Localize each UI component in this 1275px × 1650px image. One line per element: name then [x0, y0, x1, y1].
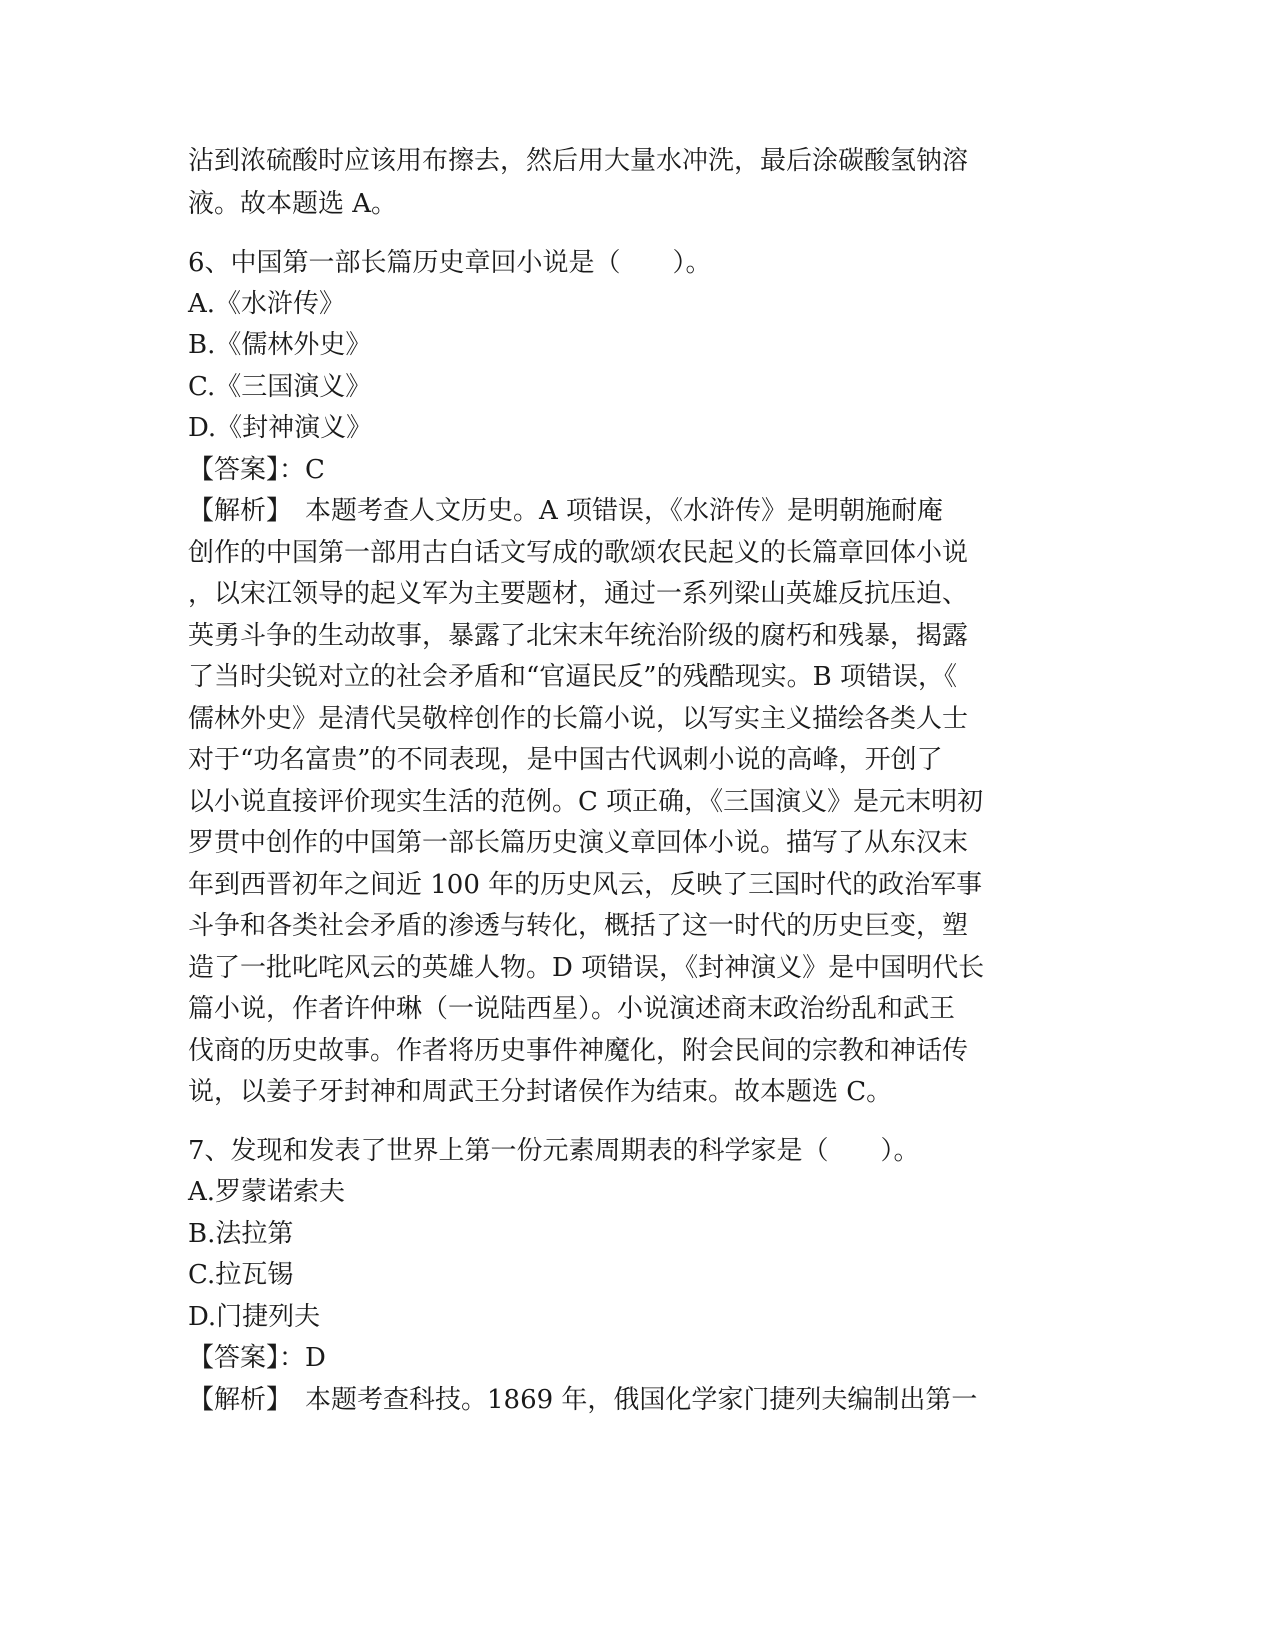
question-7-option-a: A.罗蒙诺索夫	[188, 1177, 346, 1207]
question-6-option-a: A.《水浒传》	[188, 289, 346, 319]
text-line: 年到西晋初年之间近 100 年的历史风云，反映了三国时代的政治军事	[188, 870, 983, 900]
text-line: 造了一批叱咤风云的英雄人物。D 项错误，《封神演义》是中国明代长	[188, 953, 985, 983]
question-6-option-d: D.《封神演义》	[188, 413, 373, 443]
question-6-analysis: 【解析】 本题考查人文历史。A 项错误，《水浒传》是明朝施耐庵	[188, 496, 944, 526]
text-line: 以小说直接评价现实生活的范例。C 项正确，《三国演义》是元末明初	[188, 787, 984, 817]
question-6-option-b: B.《儒林外史》	[188, 330, 372, 360]
question-7-analysis: 【解析】 本题考查科技。1869 年，俄国化学家门捷列夫编制出第一	[188, 1385, 978, 1415]
text-line: 液。故本题选 A。	[188, 189, 398, 219]
text-line: 罗贯中创作的中国第一部长篇历史演义章回体小说。描写了从东汉末	[188, 828, 969, 858]
text-line: 英勇斗争的生动故事，暴露了北宋末年统治阶级的腐朽和残暴，揭露	[188, 621, 969, 651]
text-line: 了当时尖锐对立的社会矛盾和“官逼民反”的残酷现实。B 项错误，《	[188, 662, 957, 692]
question-7-answer: 【答案】：D	[188, 1343, 326, 1373]
text-line: 说，以姜子牙封神和周武王分封诸侯作为结束。故本题选 C。	[188, 1077, 893, 1107]
question-7-option-c: C.拉瓦锡	[188, 1260, 294, 1290]
question-6-option-c: C.《三国演义》	[188, 372, 372, 402]
text-line: 儒林外史》是清代吴敬梓创作的长篇小说，以写实主义描绘各类人士	[188, 704, 969, 734]
text-line: ，以宋江领导的起义军为主要题材，通过一系列梁山英雄反抗压迫、	[188, 579, 969, 609]
question-6-answer: 【答案】：C	[188, 455, 325, 485]
question-7-stem: 7、发现和发表了世界上第一份元素周期表的科学家是（ ）。	[188, 1136, 920, 1166]
question-7-option-d: D.门捷列夫	[188, 1302, 321, 1332]
text-line: 创作的中国第一部用古白话文写成的歌颂农民起义的长篇章回体小说	[188, 538, 969, 568]
question-7-option-b: B.法拉第	[188, 1219, 294, 1249]
text-line: 斗争和各类社会矛盾的渗透与转化，概括了这一时代的历史巨变，塑	[188, 911, 969, 941]
text-line: 对于“功名富贵”的不同表现，是中国古代讽刺小说的高峰，开创了	[188, 745, 943, 775]
question-6-stem: 6、中国第一部长篇历史章回小说是（ ）。	[188, 248, 712, 278]
text-line: 沾到浓硫酸时应该用布擦去，然后用大量水冲洗，最后涂碳酸氢钠溶	[188, 146, 969, 176]
text-line: 篇小说，作者许仲琳（一说陆西星）。小说演述商末政治纷乱和武王	[188, 994, 956, 1024]
text-line: 伐商的历史故事。作者将历史事件神魔化，附会民间的宗教和神话传	[188, 1036, 969, 1066]
